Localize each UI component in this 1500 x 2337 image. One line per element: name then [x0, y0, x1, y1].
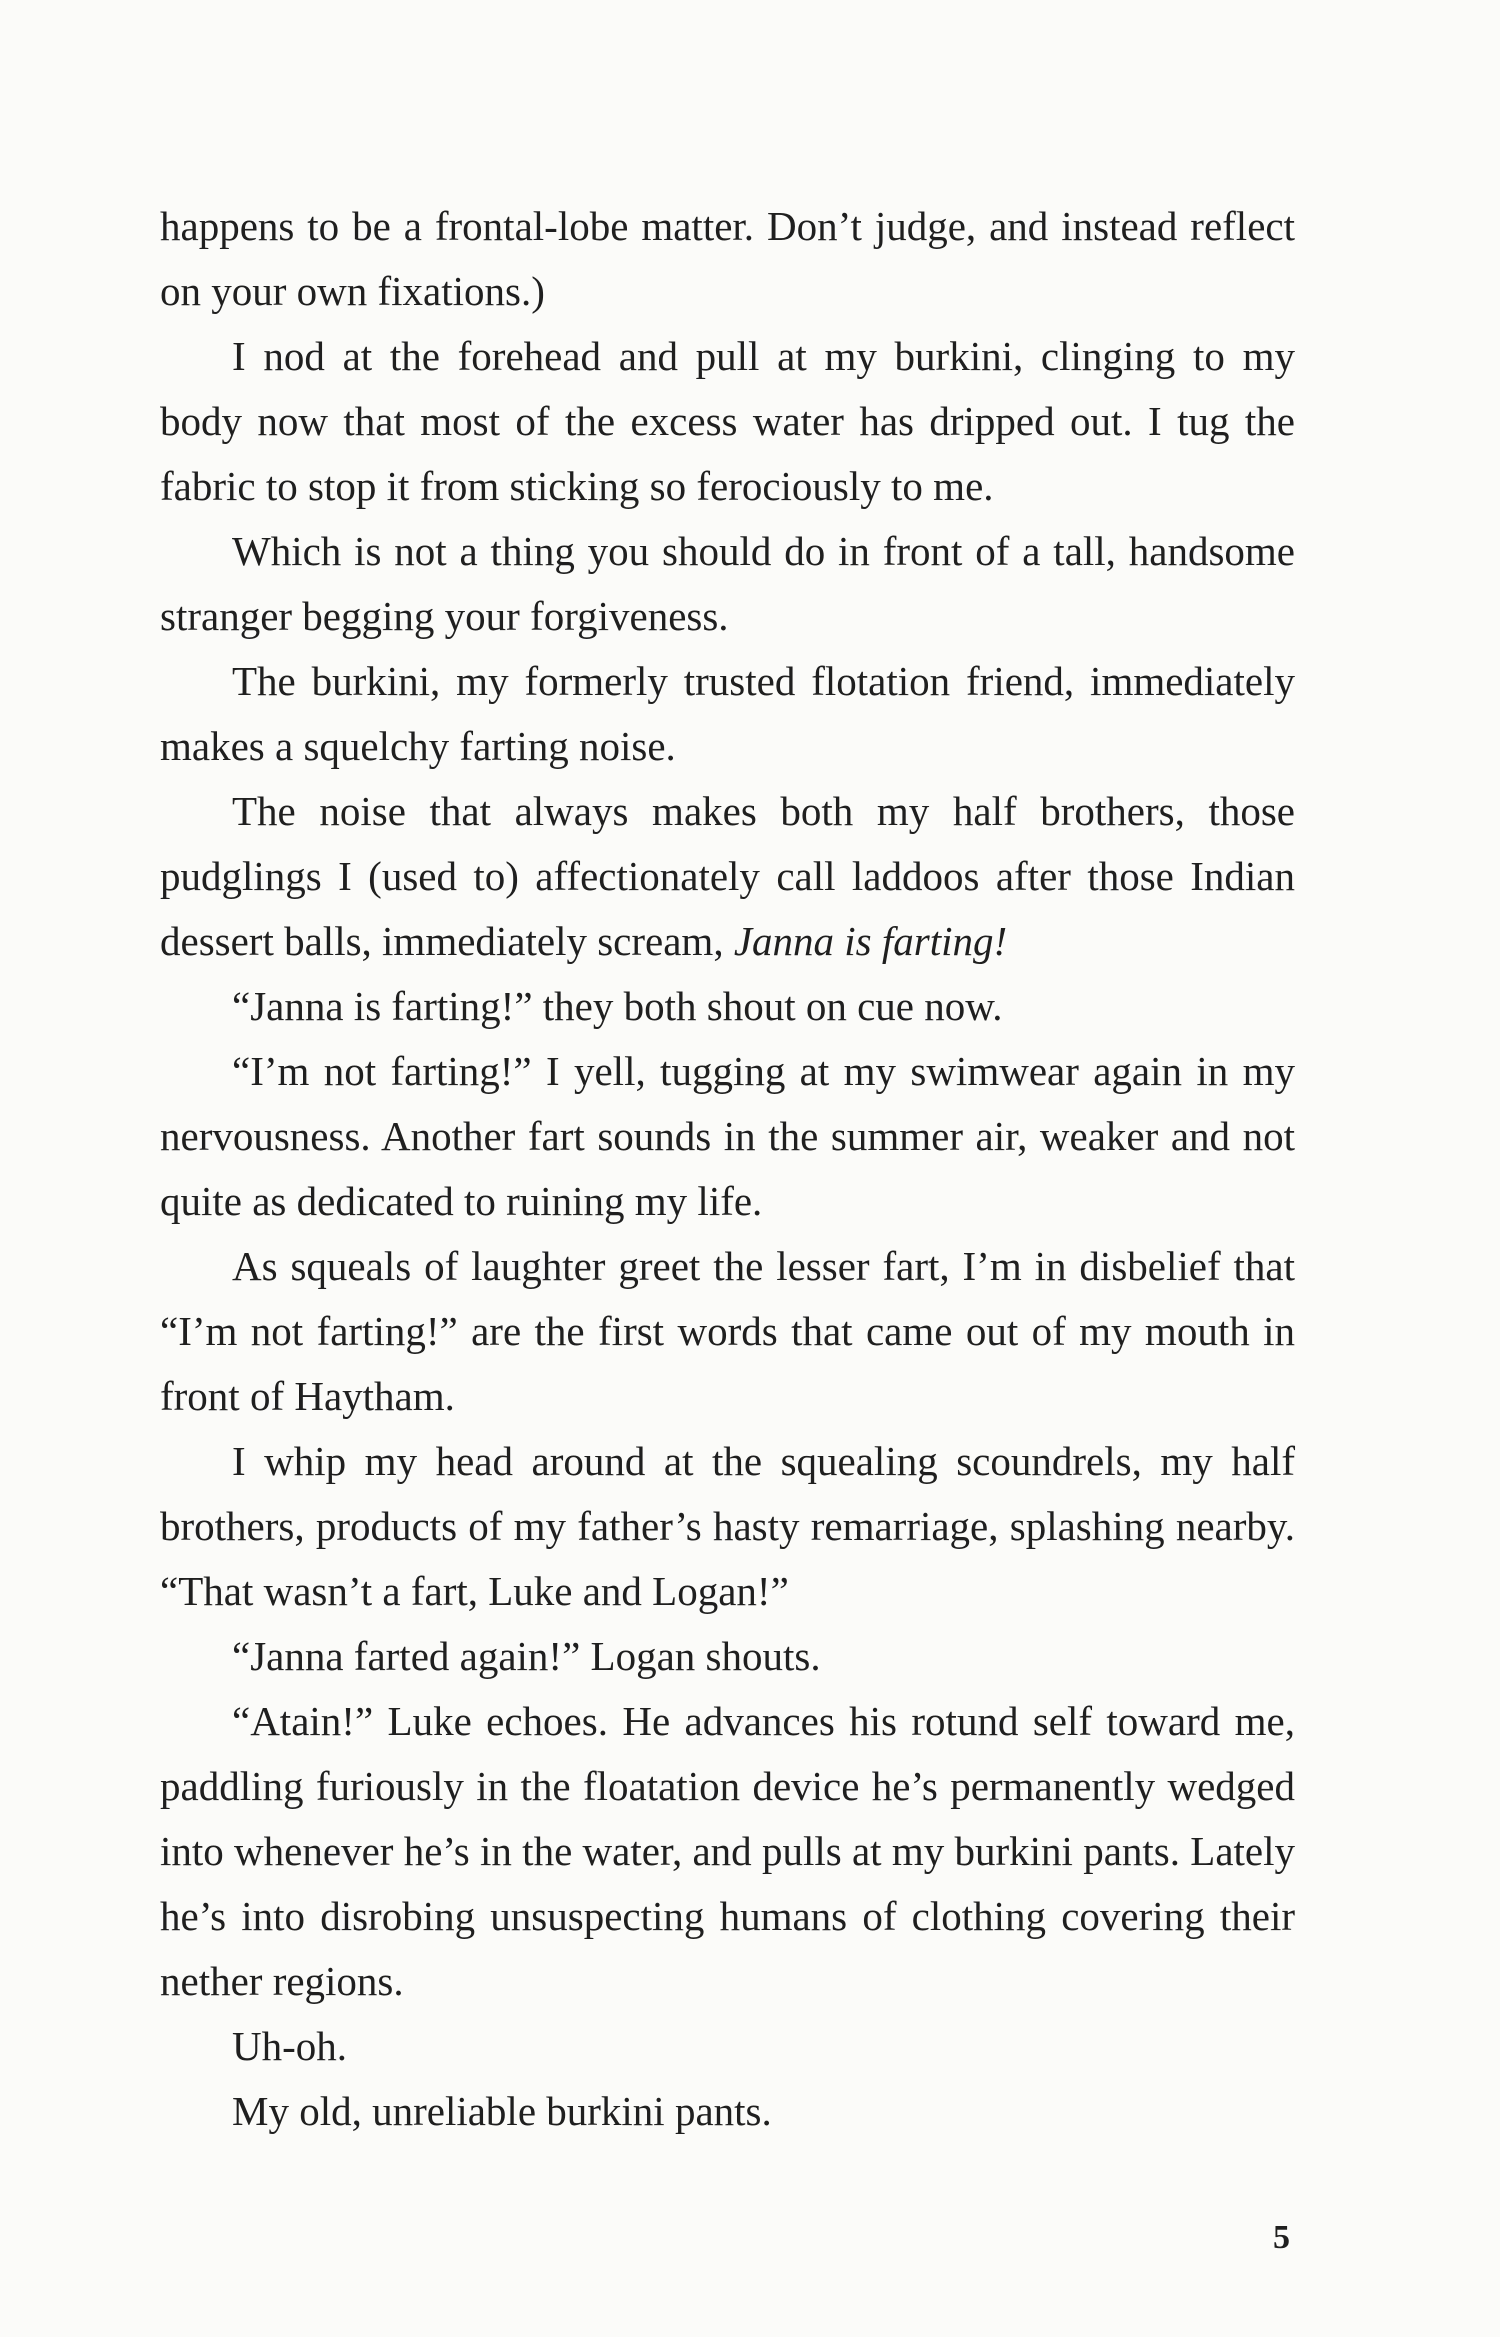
paragraph-12: Uh-oh.	[232, 2023, 348, 2069]
page-number: 5	[1273, 2219, 1290, 2256]
paragraph-7: “I’m not farting!” I yell, tugging at my swimwear again in my nervousness. Another fart sounds in the summer air, weaker and not quite as dedicated to ruining my life.	[160, 1048, 1295, 1224]
italic-exclamation: Janna is farting!	[733, 918, 1008, 964]
paragraph-10: “Janna farted again!” Logan shouts.	[232, 1633, 821, 1679]
body-text	[160, 194, 1295, 2144]
paragraph-5-text: The noise that always makes both my half brothers, those pudglings I (used to) affectionately call laddoos after those Indian dessert balls, immediately scream,	[160, 788, 1295, 964]
paragraph-2: I nod at the forehead and pull at my burkini, clinging to my body now that most of the excess water has dripped out. I tug the fabric to stop it from sticking so ferociously to me.	[160, 333, 1295, 509]
paragraph-4: The burkini, my formerly trusted flotation friend, immediately makes a squelchy farting noise.	[160, 658, 1295, 769]
paragraph-1: happens to be a frontal-lobe matter. Don’t judge, and instead reflect on your own fixations.)	[160, 203, 1295, 314]
paragraph-9: I whip my head around at the squealing scoundrels, my half brothers, products of my father’s hasty remarriage, splashing nearby. “That wasn’t a fart, Luke and Logan!”	[160, 1438, 1295, 1614]
paragraph-8: As squeals of laughter greet the lesser fart, I’m in disbelief that “I’m not farting!” are the first words that came out of my mouth in front of Haytham.	[160, 1243, 1295, 1419]
paragraph-13: My old, unreliable burkini pants.	[232, 2088, 772, 2134]
paragraph-11: “Atain!” Luke echoes. He advances his rotund self toward me, paddling furiously in the floatation device he’s permanently wedged into whenever he’s in the water, and pulls at my burkini pants. Lately he’s into disrobing unsuspecting humans of clothing covering their nether regions.	[160, 1698, 1295, 2004]
paragraph-5	[160, 779, 1295, 974]
paragraph-6: “Janna is farting!” they both shout on cue now.	[232, 983, 1003, 1029]
paragraph-3: Which is not a thing you should do in front of a tall, handsome stranger begging your forgiveness.	[160, 528, 1295, 639]
